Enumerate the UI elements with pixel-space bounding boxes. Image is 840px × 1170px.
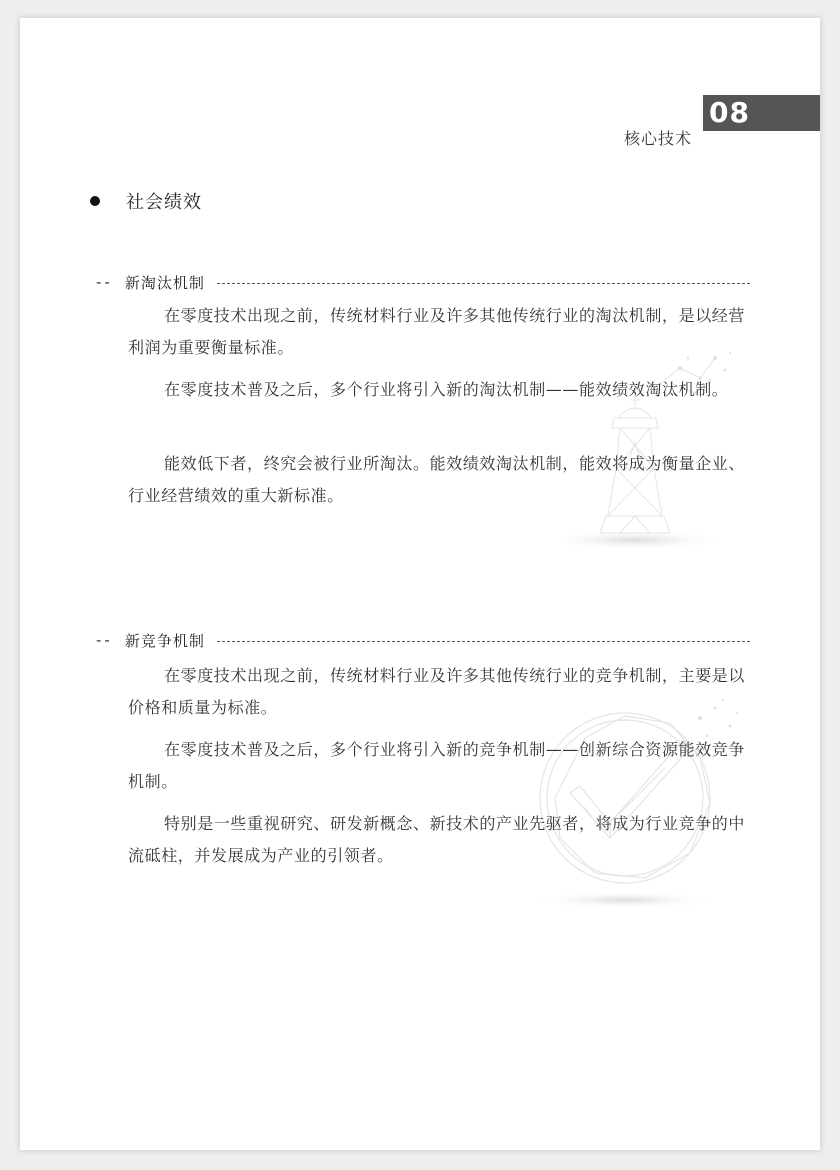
paragraph-2-1: 在零度技术出现之前，传统材料行业及许多其他传统行业的竞争机制，主要是以价格和质量为标准。 bbox=[128, 666, 746, 717]
paragraph-1-1: 在零度技术出现之前，传统材料行业及许多其他传统行业的淘汰机制，是以经营利润为重要衡量标准。 bbox=[128, 306, 746, 357]
dashed-rule-1 bbox=[217, 283, 750, 284]
section-title: 社会绩效 bbox=[126, 192, 202, 213]
block-title-row-2 bbox=[96, 628, 750, 652]
header-page-number: 08 bbox=[703, 95, 820, 131]
block-title-2: 新竞争机制 bbox=[124, 631, 205, 650]
dash-lead-1: -- bbox=[96, 273, 113, 291]
header-label: 核心技术 bbox=[623, 129, 692, 148]
section-heading bbox=[90, 188, 202, 214]
paragraph-2-3: 特别是一些重视研究、研发新概念、新技术的产业先驱者，将成为行业竞争的中流砥柱，并发展成为产业的引领者。 bbox=[128, 814, 746, 865]
dash-lead-2: -- bbox=[96, 631, 113, 649]
block-title-1: 新淘汰机制 bbox=[124, 273, 205, 292]
paragraph-2-2: 在零度技术普及之后，多个行业将引入新的竞争机制——创新综合资源能效竞争机制。 bbox=[128, 740, 746, 791]
bullet-icon bbox=[90, 196, 100, 206]
paragraph-1-3: 能效低下者，终究会被行业所淘汰。能效绩效淘汰机制，能效将成为衡量企业、行业经营绩效的重大新标准。 bbox=[128, 454, 746, 505]
block-title-row-1 bbox=[96, 270, 750, 294]
dashed-rule-2 bbox=[217, 641, 750, 642]
document-page bbox=[20, 18, 820, 1150]
paragraph-1-2: 在零度技术普及之后，多个行业将引入新的淘汰机制——能效绩效淘汰机制。 bbox=[164, 380, 729, 399]
